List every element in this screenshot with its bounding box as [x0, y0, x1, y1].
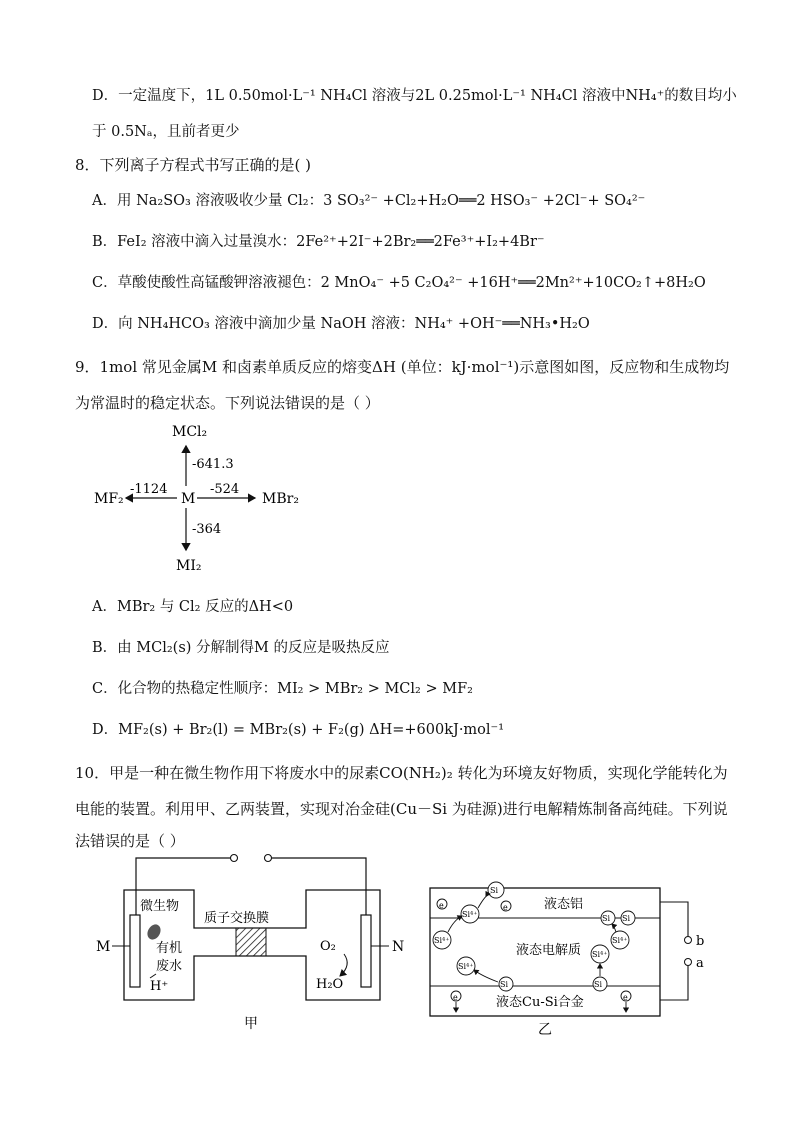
proton-exchange-membrane [236, 928, 266, 956]
electron-icon [621, 991, 631, 1002]
q9-stem-line1: 9．1mol 常见金属M 和卤素单质反应的熔变ΔH (单位：kJ·mol⁻¹)示意图如图，反应物和生成物均 [75, 358, 730, 376]
label-m: M [96, 939, 111, 955]
wire-a [660, 966, 688, 1000]
si-atom-icon [488, 882, 504, 898]
svg-text:e: e [453, 993, 458, 1002]
up-value: -641.3 [192, 457, 234, 472]
svg-text:Si: Si [490, 886, 499, 895]
electron-icon [451, 991, 461, 1002]
enthalpy-diagram [80, 420, 340, 585]
switch-terminal-left [231, 855, 238, 862]
svg-text:e: e [623, 993, 628, 1002]
q8-option-d: D．向 NH₄HCO₃ 溶液中滴加少量 NaOH 溶液：NH₄⁺ +OH⁻══NH₃•H₂O [92, 316, 590, 332]
arrow-ion-to-atom [478, 894, 490, 908]
label-proton: H⁺ [150, 979, 169, 994]
left-label: MF₂ [94, 491, 124, 507]
label-oxygen: O₂ [320, 939, 336, 954]
q8-option-c: C．草酸使酸性高锰酸钾溶液褪色：2 MnO₄⁻ +5 C₂O₄²⁻ +16H⁺══2Mn²⁺+10CO₂↑+8H₂O [92, 275, 706, 291]
svg-text:Si⁴⁺: Si⁴⁺ [612, 936, 628, 945]
si-atom-icon [621, 911, 635, 925]
label-microbe: 微生物 [140, 899, 180, 914]
si-ion-icon [611, 931, 629, 949]
electrode-n-plate [361, 915, 371, 987]
q8-stem: 8．下列离子方程式书写正确的是( ) [75, 156, 312, 174]
caption-jia: 甲 [244, 1016, 258, 1032]
label-b: b [696, 934, 705, 949]
q10-stem-line1: 10．甲是一种在微生物作用下将废水中的尿素CO(NH₂)₂ 转化为环境友好物质，实现化学能转化为 [75, 764, 728, 782]
label-electrolyte: 液态电解质 [516, 943, 582, 958]
si-atom-icon [593, 977, 607, 991]
q8-option-b: B．FeI₂ 溶液中滴入过量溴水：2Fe²⁺+2I⁻+2Br₂══2Fe³⁺+I₂+4Br⁻ [92, 234, 545, 250]
terminal-a [685, 959, 692, 966]
q9-option-c: C．化合物的热稳定性顺序：MI₂ > MBr₂ > MCl₂ > MF₂ [92, 681, 473, 697]
svg-text:Si⁴⁺: Si⁴⁺ [458, 962, 474, 971]
svg-text:Si⁴⁺: Si⁴⁺ [462, 910, 478, 919]
svg-text:Si⁴⁺: Si⁴⁺ [434, 936, 450, 945]
label-water: H₂O [316, 977, 344, 992]
q10-stem-line3: 法错误的是（ ） [75, 832, 185, 850]
svg-text:Si: Si [500, 980, 509, 989]
down-label: MI₂ [176, 558, 202, 574]
wire-right [272, 858, 366, 915]
label-n: N [392, 939, 405, 955]
si-ion-icon [591, 945, 609, 963]
si-ion-icon [457, 957, 475, 975]
right-label: MBr₂ [262, 491, 299, 507]
svg-text:e: e [439, 901, 444, 910]
si-ion-icon [433, 931, 451, 949]
microbe-icon [145, 922, 163, 942]
q7-option-d-line2: 于 0.5Nₐ，且前者更少 [92, 124, 240, 140]
center-m: M [181, 491, 196, 507]
electron-icon [437, 899, 447, 910]
q10-stem-line2: 电能的装置。利用甲、乙两装置，实现对冶金硅(Cu－Si 为硅源)进行电解精炼制备高纯硅。下列说 [75, 800, 728, 818]
label-alloy: 液态Cu-Si合金 [496, 995, 584, 1010]
terminal-b [685, 937, 692, 944]
electrode-m-plate [130, 915, 140, 987]
device-jia [90, 850, 420, 1040]
q9-option-b: B．由 MCl₂(s) 分解制得M 的反应是吸热反应 [92, 640, 390, 656]
caption-yi: 乙 [538, 1022, 552, 1038]
up-label: MCl₂ [172, 424, 208, 440]
label-a: a [696, 956, 704, 971]
arrow-atom-to-ion [474, 970, 498, 982]
label-wastewater: 废水 [156, 959, 183, 974]
q7-option-d-line1: D．一定温度下，1L 0.50mol·L⁻¹ NH₄Cl 溶液与2L 0.25mol·L⁻¹ NH₄Cl 溶液中NH₄⁺的数目均小 [92, 88, 737, 104]
left-value: -1124 [130, 482, 168, 497]
svg-text:Si⁴⁺: Si⁴⁺ [592, 950, 608, 959]
wire-b [660, 902, 688, 936]
device-yi [420, 850, 720, 1040]
q8-option-a: A．用 Na₂SO₃ 溶液吸收少量 Cl₂：3 SO₃²⁻ +Cl₂+H₂O══2 HSO₃⁻ +2Cl⁻+ SO₄²⁻ [92, 193, 646, 209]
si-atom-icon [601, 911, 615, 925]
svg-text:Si: Si [594, 980, 603, 989]
si-atom-icon [499, 977, 513, 991]
label-liquid-al: 液态铝 [544, 897, 584, 912]
electron-icon [501, 901, 511, 912]
down-value: -364 [192, 522, 222, 537]
q9-stem-line2: 为常温时的稳定状态。下列说法错误的是（ ） [75, 394, 380, 412]
switch-terminal-right [265, 855, 272, 862]
svg-text:e: e [503, 903, 508, 912]
arrow-ion-to-atom [612, 924, 616, 932]
arrow-proton [150, 974, 156, 978]
si-ion-icon [461, 905, 479, 923]
q9-option-d: D．MF₂(s) + Br₂(l) = MBr₂(s) + F₂(g) ΔH=+600kJ·mol⁻¹ [92, 722, 505, 738]
svg-text:Si: Si [622, 914, 631, 923]
q9-option-a: A．MBr₂ 与 Cl₂ 反应的ΔH<0 [92, 599, 294, 615]
svg-text:Si: Si [602, 914, 611, 923]
arrow-oxygen-water [340, 954, 347, 976]
label-membrane: 质子交换膜 [204, 911, 270, 926]
right-value: -524 [210, 482, 240, 497]
label-organic: 有机 [156, 941, 183, 956]
